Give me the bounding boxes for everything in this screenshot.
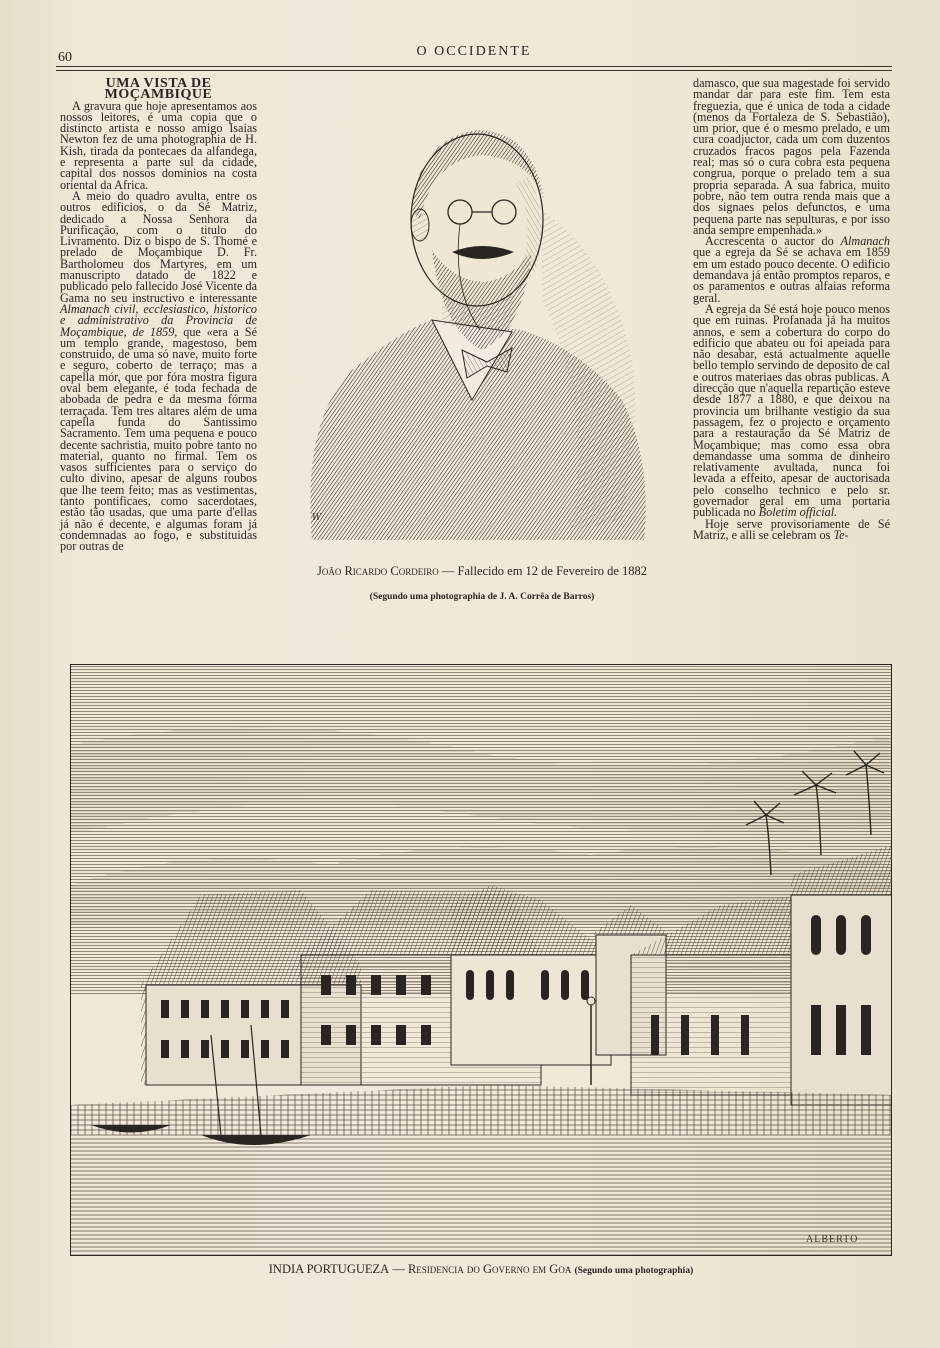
portrait-subject-name: João Ricardo Cordeiro <box>316 564 439 578</box>
engraving-caption-note: (Segundo uma photographia) <box>574 1266 694 1276</box>
engraving-caption-sub: — Residencia do Governo em Goa <box>389 1262 575 1276</box>
header-rule-secondary <box>56 70 892 71</box>
engraving-caption <box>70 1262 892 1277</box>
paragraph: Accrescenta o auctor do Almanach que a egreja da Sé se achava em 1859 em um estado pouco decente. O edificio demandava já então promptos reparos, e os paramentos e outras alfaias reforma geral. <box>693 234 890 305</box>
page-number: 60 <box>58 50 72 65</box>
engraving-caption-main: INDIA PORTUGUEZA <box>268 1262 390 1276</box>
article-left-column <box>60 78 257 552</box>
engraving-signature: ALBERTO <box>806 1234 859 1245</box>
paragraph: Hoje serve provisoriamente de Sé Matriz, e alli se celebram os Te- <box>693 516 890 542</box>
article-right-column <box>693 78 890 541</box>
header-rule <box>56 66 892 67</box>
goa-residence-engraving <box>70 664 892 1256</box>
svg-text:W: W <box>312 513 322 523</box>
portrait-caption <box>272 564 692 579</box>
paragraph: A gravura que hoje apresentamos aos nossos leitores, é uma copia que o distincto artista e nosso amigo Isaias Newton fez de uma photographia de H. Kish, tirada da pontecaes da alfandega, e representa a parte sul da cidade, capital dos nossos dominios na costa oriental da Africa. <box>60 98 257 192</box>
engraving-image <box>71 665 892 1256</box>
portrait-engraving <box>292 100 672 550</box>
paragraph: A egreja da Sé está hoje pouco menos que em ruinas. Profanada já ha muitos annos, e sem a cobertura do corpo do edificio que abateu ou foi apeiada para não desabar, está actualmente aquelle bello templo servindo de deposito de cal e outros materiaes das obras publicas. A direcção que n'aquella repartição esteve desde 1877 a 1880, e que deixou na provincia um brilhante vestigio da sua passagem, fez o projecto e orçamento para a restauração da Sé Matriz de Moçambique; mas como essa obra demandasse uma somma de dinheiro relativamente avultada, nunca foi levada a effeito, apesar de auctorisada pelo conselho technico e pelo sr. governador geral em uma portaria publicada no Boletim official. <box>693 301 890 520</box>
paragraph: damasco, que sua magestade foi servido mandar dar para este fim. Tem esta freguezia, que é unica de toda a cidade (menos da Fortaleza de S. Sebastião), um prior, que é o mesmo prelado, e um cura coadjuctor, cada um com duzentos cruzados fracos pagos pela Fazenda real; mas só o cura cobra esta pequena congrua, porque o prelado tem a sua propria separada. A sua fabrica, muito pobre, não tem outra renda mais que a dos signaes pelos defunctos, e uma pequena parte nas sepulturas, e por isso anda sempre empenhada.» <box>693 76 890 237</box>
almanach-title: Almanach civil, ecclesiastico, historico e administrativo da Provincia de Moçambique, de 1859, <box>60 301 257 339</box>
article-title: UMA VISTA DE MOÇAMBIQUE <box>104 76 213 103</box>
portrait-caption-detail: — Fallecido em 12 de Fevereiro de 1882 <box>438 564 648 578</box>
masthead: O OCCIDENTE <box>416 44 532 59</box>
paragraph: A meio do quadro avulta, entre os outros edificios, o da Sé Matriz, dedicado a Nossa Senhora da Purificação, com o titulo do Livramento. Diz o bispo de S. Thomé e prelado de Moçambique D. Fr. Bartholomeu dos Martyres, em um manuscripto datado de 1822 e publicado pelo fallecido José Vicente da Gama no seu instructivo e interessante Almanach civil, ecclesiastico, historico e administrativo da Provincia de Moçambique, de 1859, que «era a Sé um templo grande, magestoso, bem construido, de uma só nave, muito forte e seguro, coberto de terraço; mas a capella mór, que por fóra mostra figura oval bem elegante, é toda fechada de abobada de pedra e da mesma fórma terraçada. Tem tres altares além de uma capella funda do Santissimo Sacramento. Tem uma pequena e pouco decente sachristia, muito pobre tanto no material, quanto no firmal. Tem os vasos sufficientes para o serviço do culto divino, apesar de alguns roubos que lhe teem feito; mas as vestimentas, tanto pontificaes, como sacerdotaes, estão tão usadas, que uma parte d'ellas já não é decente, e algumas foram já condemnadas ao fogo, e substituidas por outras de <box>60 188 257 554</box>
page-header <box>56 44 892 68</box>
portrait-credit: (Segundo uma photographia de J. A. Corrêa de Barros) <box>369 592 595 602</box>
portrait-image <box>292 100 672 550</box>
